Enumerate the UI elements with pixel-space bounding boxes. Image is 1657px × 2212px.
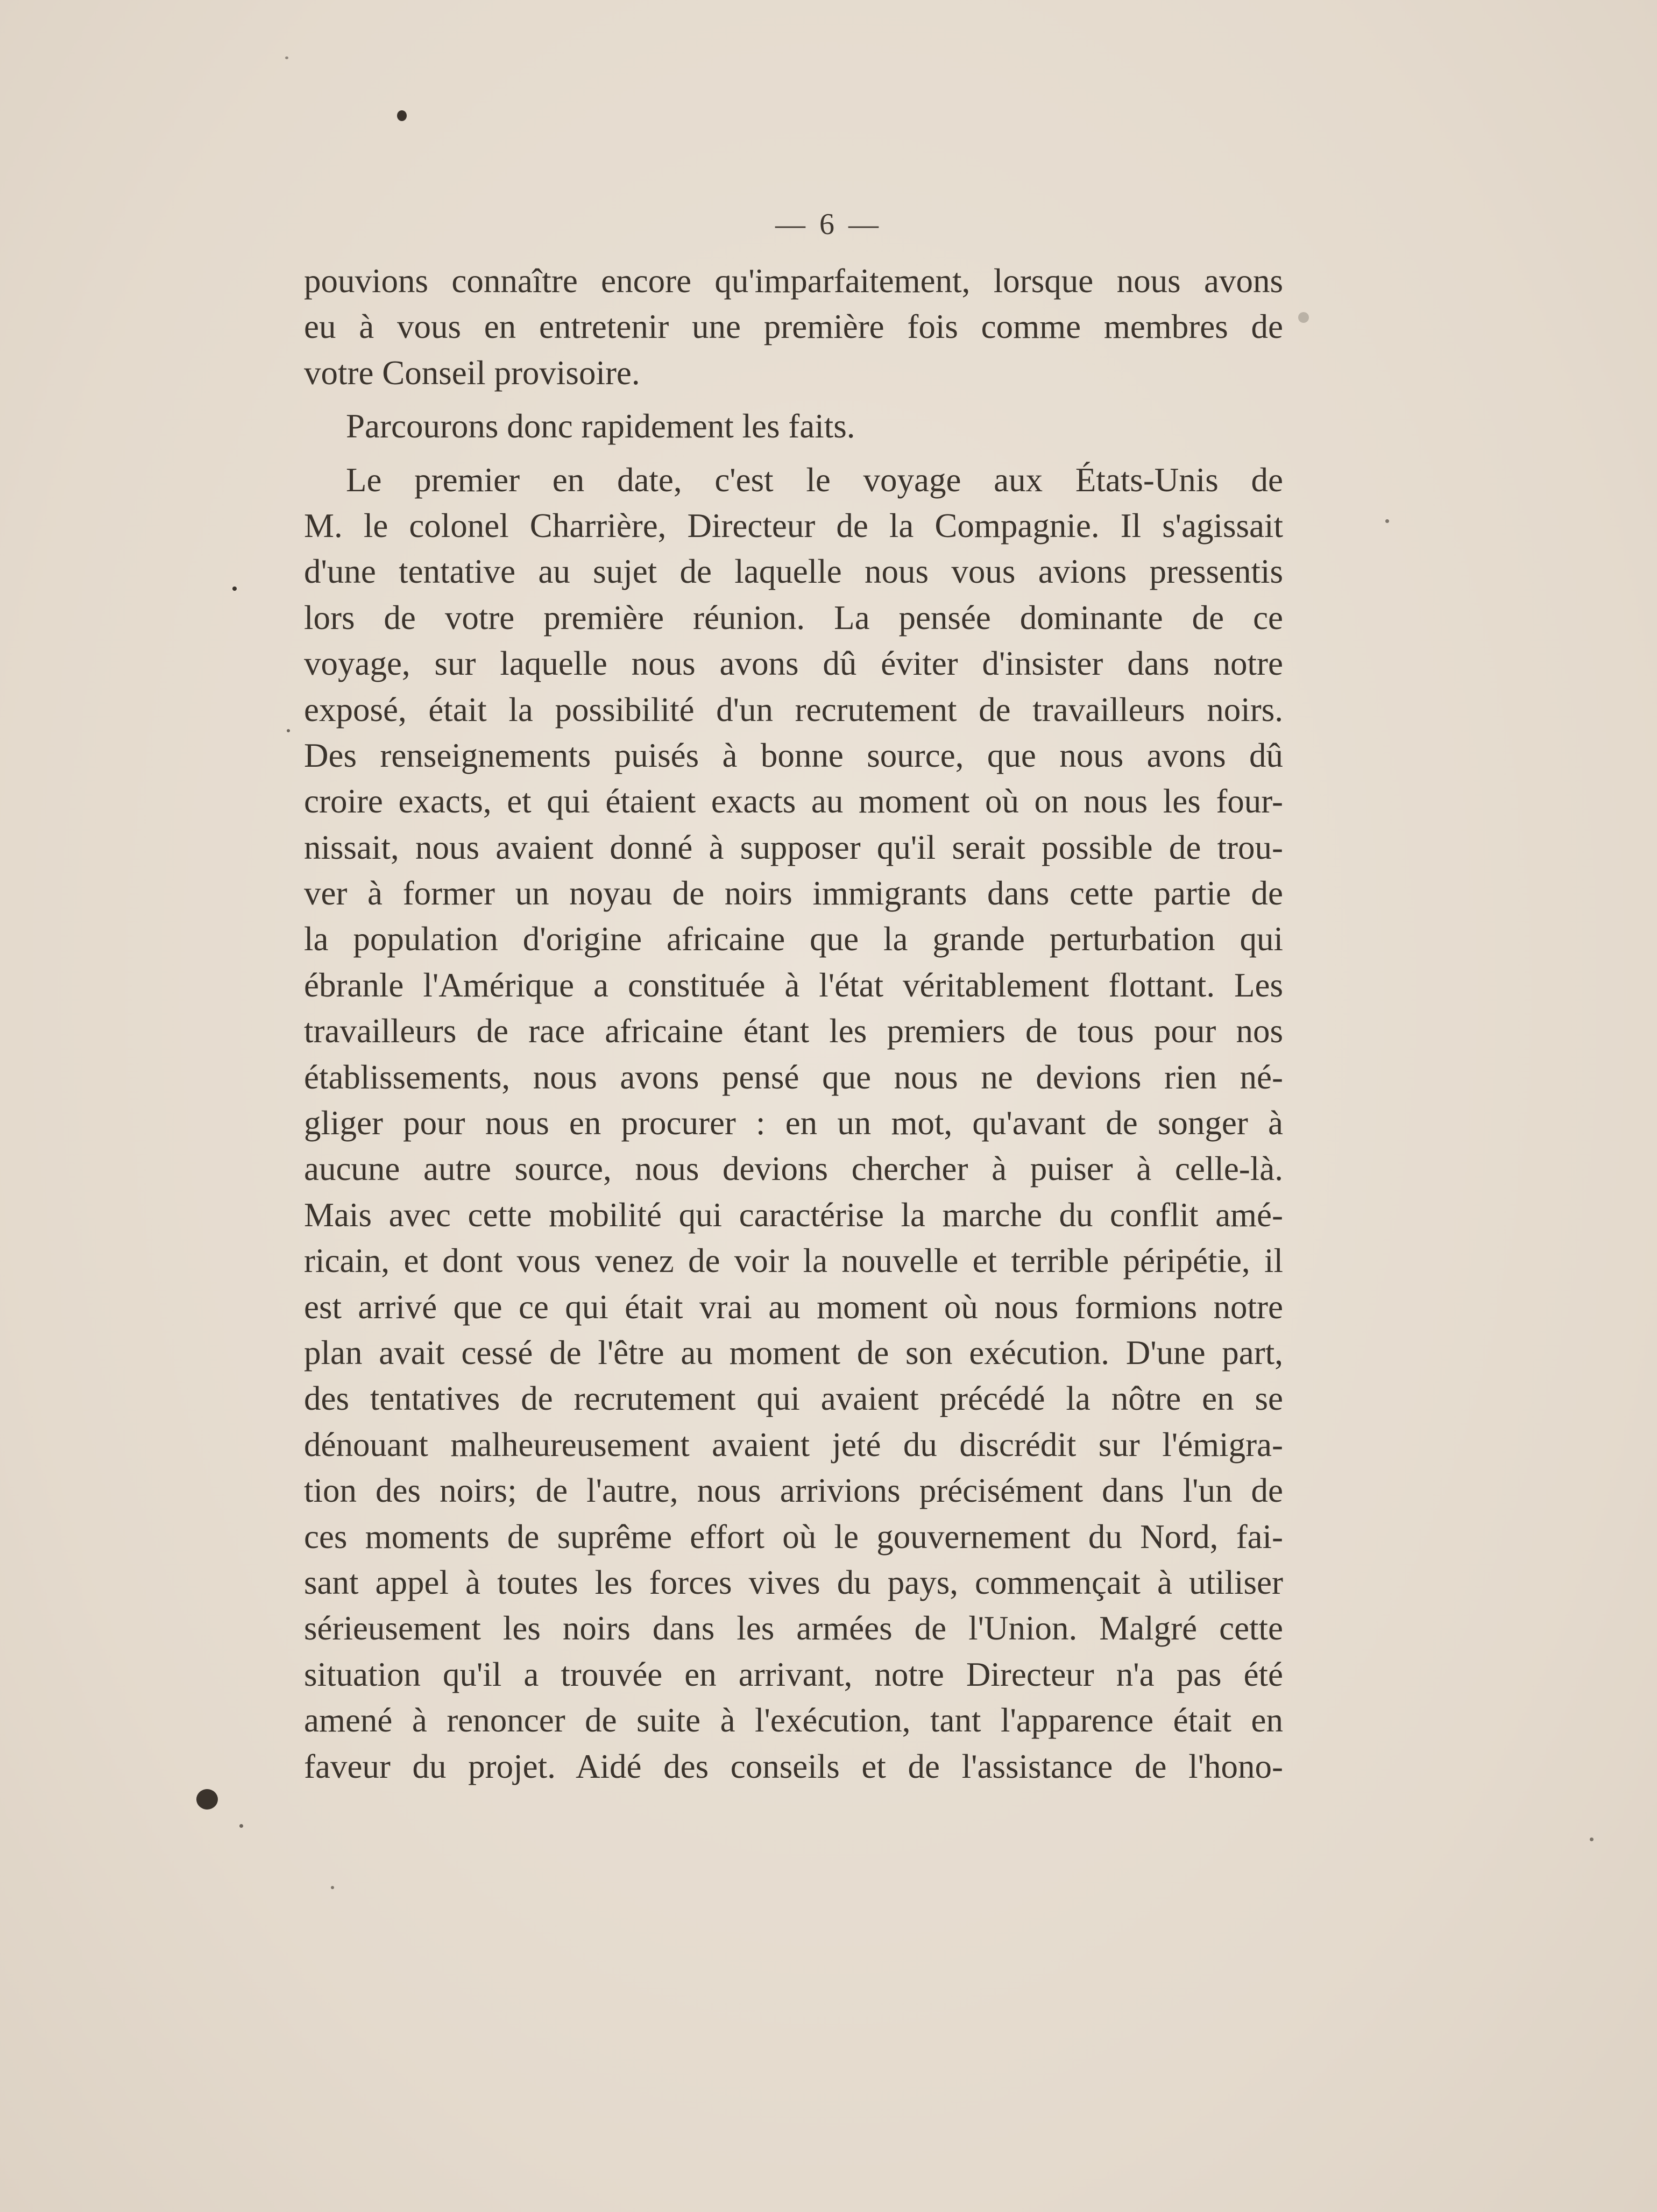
text-line: aucune autre source, nous devions chercher à puiser à celle-là. — [304, 1150, 1283, 1188]
text-line: ricain, et dont vous venez de voir la nouvelle et terrible péripétie, il — [304, 1242, 1283, 1280]
text-line: ver à former un noyau de noirs immigrants dans cette partie de — [304, 874, 1283, 913]
text-line: amené à renoncer de suite à l'exécution, tant l'apparence était en — [304, 1701, 1283, 1740]
ink-speck — [239, 1824, 243, 1828]
text-line: Des renseignements puisés à bonne source, que nous avons dû — [304, 736, 1283, 774]
ink-speck — [287, 729, 290, 732]
text-line: voyage, sur laquelle nous avons dû éviter d'insister dans notre — [304, 645, 1283, 683]
text-line: plan avait cessé de l'être au moment de son exécution. D'une part, — [304, 1333, 1283, 1372]
text-line: exposé, était la possibilité d'un recrutement de travailleurs noirs. — [304, 690, 1283, 729]
text-line: faveur du projet. Aidé des conseils et de l'assistance de l'hono- — [304, 1747, 1283, 1785]
text-line: sant appel à toutes les forces vives du pays, commençait à utiliser — [304, 1563, 1283, 1601]
text-line: des tentatives de recrutement qui avaient précédé la nôtre en se — [304, 1380, 1283, 1418]
text-line: gliger pour nous en procurer : en un mot, qu'avant de songer à — [304, 1104, 1283, 1142]
text-line: dénouant malheureusement avaient jeté du discrédit sur l'émigra- — [304, 1425, 1283, 1464]
text-line: votre Conseil provisoire. — [304, 354, 640, 392]
text-line: Mais avec cette mobilité qui caractérise la marche du conflit amé- — [304, 1196, 1283, 1234]
text-line: Parcourons donc rapidement les faits. — [346, 407, 855, 446]
ink-speck — [232, 586, 237, 591]
ink-speck — [196, 1789, 218, 1810]
text-line: la population d'origine africaine que la grande perturbation qui — [304, 920, 1283, 958]
text-line: est arrivé que ce qui était vrai au moment où nous formions notre — [304, 1288, 1283, 1326]
text-line: ébranle l'Amérique a constituée à l'état véritablement flottant. Les — [304, 966, 1283, 1004]
text-line: tion des noirs; de l'autre, nous arrivions précisément dans l'un de — [304, 1472, 1283, 1510]
text-line: Le premier en date, c'est le voyage aux États-Unis de — [346, 461, 1283, 499]
text-line: ces moments de suprême effort où le gouvernement du Nord, fai- — [304, 1517, 1283, 1556]
text-line: situation qu'il a trouvée en arrivant, notre Directeur n'a pas été — [304, 1655, 1283, 1693]
ink-speck — [1385, 519, 1389, 523]
text-line: croire exacts, et qui étaient exacts au moment où on nous les four- — [304, 782, 1283, 821]
text-line: d'une tentative au sujet de laquelle nous vous avions pressentis — [304, 553, 1283, 591]
text-line: travailleurs de race africaine étant les premiers de tous pour nos — [304, 1012, 1283, 1050]
text-line: eu à vous en entretenir une première fois comme membres de — [304, 308, 1283, 346]
ink-speck — [285, 56, 288, 59]
ink-speck — [1298, 312, 1309, 323]
text-line: pouvions connaître encore qu'imparfaitement, lorsque nous avons — [304, 262, 1283, 300]
text-line: sérieusement les noirs dans les armées de l'Union. Malgré cette — [304, 1609, 1283, 1648]
text-line: lors de votre première réunion. La pensée dominante de ce — [304, 598, 1283, 637]
text-line: M. le colonel Charrière, Directeur de la Compagnie. Il s'agissait — [304, 506, 1283, 545]
ink-speck — [1590, 1838, 1594, 1841]
body-text — [304, 258, 1283, 1790]
ink-speck — [331, 1886, 334, 1889]
page-number: — 6 — — [775, 208, 882, 241]
text-line: nissait, nous avaient donné à supposer qu'il serait possible de trou- — [304, 828, 1283, 866]
ink-speck — [397, 110, 407, 121]
text-line: établissements, nous avons pensé que nous ne devions rien né- — [304, 1058, 1283, 1096]
